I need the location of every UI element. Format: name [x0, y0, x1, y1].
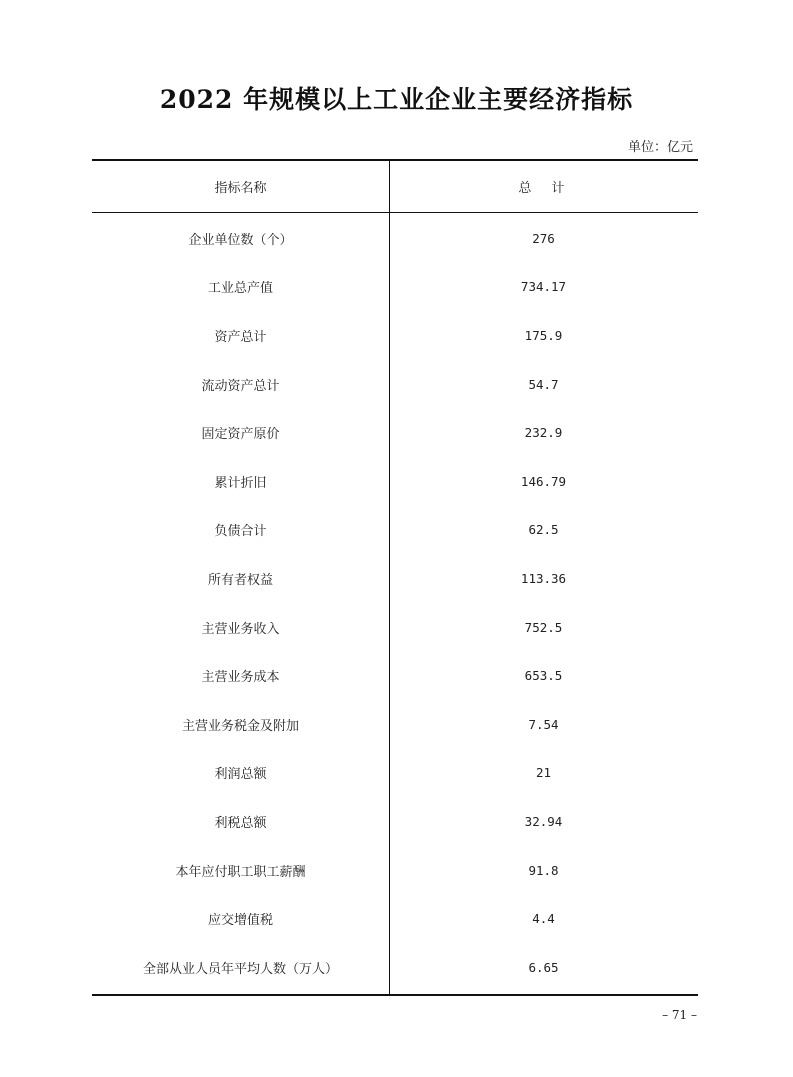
row-value: 146.79 — [520, 473, 567, 489]
row-value: 276 — [532, 230, 555, 246]
row-value: 6.65 — [528, 959, 559, 975]
indicator-table — [92, 159, 698, 996]
table-body — [92, 214, 698, 992]
page-number: – 71 – — [662, 1008, 697, 1022]
table-row — [92, 311, 698, 360]
row-name: 负债合计 — [214, 524, 267, 540]
row-name: 企业单位数（个） — [188, 232, 293, 248]
table-row — [92, 360, 698, 409]
row-name: 累计折旧 — [214, 475, 267, 491]
table-row — [92, 457, 698, 506]
row-value: 113.36 — [520, 570, 567, 586]
row-name: 利润总额 — [214, 767, 267, 783]
row-name: 利税总额 — [214, 815, 267, 831]
row-name: 全部从业人员年平均人数（万人） — [142, 961, 338, 977]
table-row — [92, 603, 698, 652]
row-value: 54.7 — [528, 376, 559, 392]
row-name: 流动资产总计 — [201, 378, 280, 394]
row-value: 4.4 — [532, 911, 555, 927]
row-value: 7.54 — [528, 716, 559, 732]
table-row — [92, 797, 698, 846]
row-value: 232.9 — [524, 425, 563, 441]
row-value: 32.94 — [524, 813, 563, 829]
row-value: 752.5 — [524, 619, 563, 635]
table-row — [92, 846, 698, 895]
table-row — [92, 214, 698, 263]
table-row — [92, 651, 698, 700]
table-row — [92, 554, 698, 603]
row-name: 固定资产原价 — [201, 427, 280, 443]
row-name: 主营业务成本 — [201, 670, 280, 686]
row-name: 工业总产值 — [207, 281, 273, 297]
page-title: 2022 年规模以上工业企业主要经济指标 — [159, 85, 634, 114]
row-name: 资产总计 — [214, 329, 267, 345]
row-value: 21 — [535, 765, 552, 781]
row-name: 主营业务收入 — [201, 621, 280, 637]
row-name: 所有者权益 — [207, 572, 273, 588]
row-value: 91.8 — [528, 862, 559, 878]
header-indicator-name: 指标名称 — [214, 181, 267, 196]
table-row — [92, 263, 698, 312]
row-value: 175.9 — [524, 327, 563, 343]
row-value: 62.5 — [528, 522, 559, 538]
header-total: 总 计 — [518, 181, 573, 196]
table-header-row — [92, 161, 698, 213]
table-row — [92, 408, 698, 457]
table-row — [92, 749, 698, 798]
unit-label: 单位：亿元 — [627, 140, 693, 155]
row-value: 734.17 — [520, 279, 567, 295]
table-row — [92, 700, 698, 749]
row-name: 主营业务税金及附加 — [181, 718, 299, 734]
table-row — [92, 506, 698, 555]
row-value: 653.5 — [524, 668, 563, 684]
row-name: 应交增值税 — [207, 913, 273, 929]
row-name: 本年应付职工职工薪酬 — [175, 864, 306, 880]
table-row — [92, 943, 698, 992]
table-row — [92, 894, 698, 943]
